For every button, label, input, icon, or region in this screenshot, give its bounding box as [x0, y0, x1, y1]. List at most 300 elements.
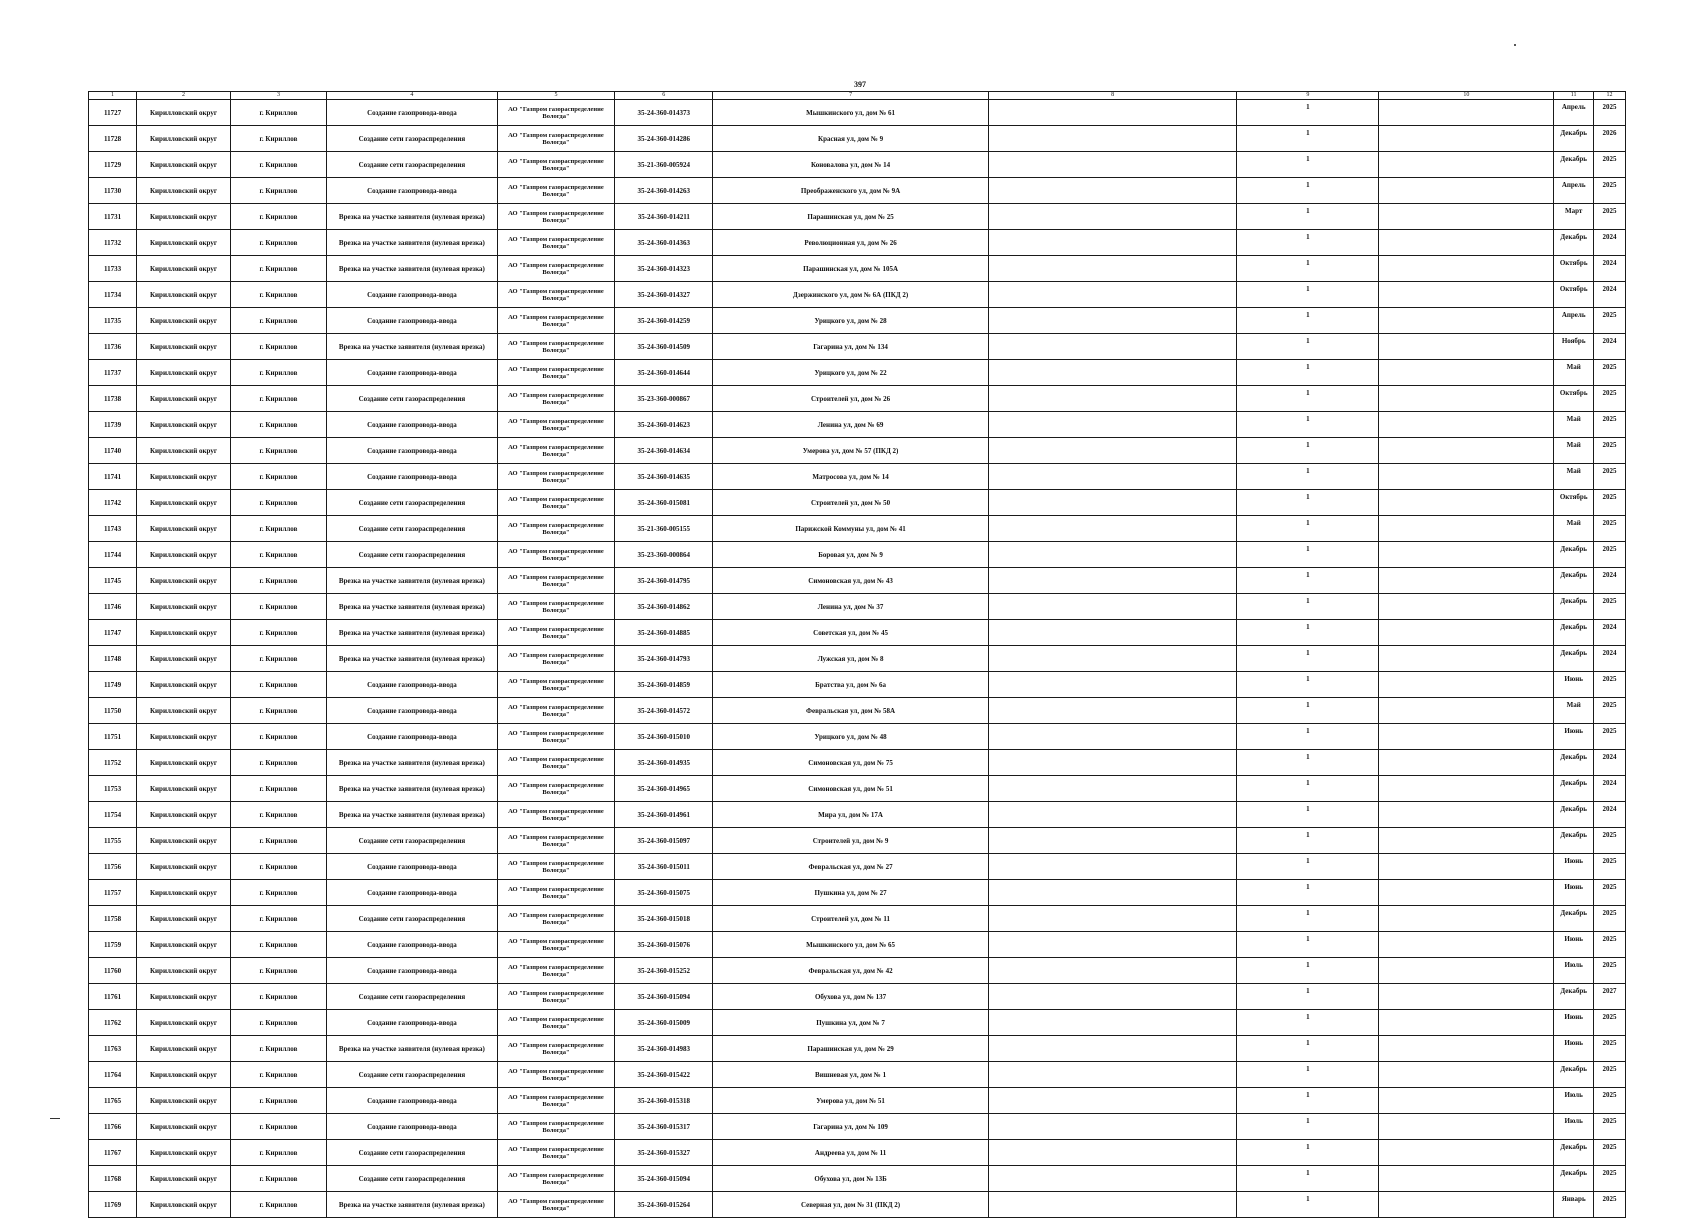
- district-cell: Кирилловский округ: [137, 698, 231, 724]
- column-10-cell: [1379, 490, 1554, 516]
- year-cell: 2024: [1593, 802, 1625, 828]
- work-type-cell: Создание сети газораспределения: [327, 386, 498, 412]
- month-cell: Декабрь: [1554, 802, 1593, 828]
- column-number: 10: [1379, 92, 1554, 100]
- column-8-cell: [988, 1114, 1237, 1140]
- year-cell: 2025: [1593, 438, 1625, 464]
- city-cell: г. Кириллов: [230, 334, 326, 360]
- count-cell: 1: [1237, 620, 1379, 646]
- column-10-cell: [1379, 620, 1554, 646]
- table-row: [89, 256, 1626, 282]
- work-type-cell: Создание газопровода-ввода: [327, 672, 498, 698]
- cadastral-number-cell: 35-24-360-015075: [615, 880, 713, 906]
- work-type-cell: Создание газопровода-ввода: [327, 464, 498, 490]
- address-cell: Февральская ул, дом № 58А: [713, 698, 988, 724]
- address-cell: Урицкого ул, дом № 22: [713, 360, 988, 386]
- organization-cell: АО "Газпром газораспределение Вологда": [497, 802, 614, 828]
- month-cell: Июль: [1554, 958, 1593, 984]
- month-cell: Май: [1554, 516, 1593, 542]
- organization-cell: АО "Газпром газораспределение Вологда": [497, 906, 614, 932]
- column-10-cell: [1379, 360, 1554, 386]
- cadastral-number-cell: 35-21-360-005155: [615, 516, 713, 542]
- city-cell: г. Кириллов: [230, 100, 326, 126]
- table-row: [89, 126, 1626, 152]
- work-type-cell: Создание газопровода-ввода: [327, 698, 498, 724]
- city-cell: г. Кириллов: [230, 464, 326, 490]
- year-cell: 2025: [1593, 958, 1625, 984]
- organization-cell: АО "Газпром газораспределение Вологда": [497, 412, 614, 438]
- city-cell: г. Кириллов: [230, 126, 326, 152]
- city-cell: г. Кириллов: [230, 490, 326, 516]
- work-type-cell: Создание газопровода-ввода: [327, 360, 498, 386]
- table-row: [89, 1088, 1626, 1114]
- month-cell: Октябрь: [1554, 386, 1593, 412]
- district-cell: Кирилловский округ: [137, 672, 231, 698]
- column-8-cell: [988, 1062, 1237, 1088]
- month-cell: Июнь: [1554, 932, 1593, 958]
- organization-cell: АО "Газпром газораспределение Вологда": [497, 126, 614, 152]
- count-cell: 1: [1237, 204, 1379, 230]
- row-number-cell: 11760: [89, 958, 137, 984]
- city-cell: г. Кириллов: [230, 1036, 326, 1062]
- organization-cell: АО "Газпром газораспределение Вологда": [497, 698, 614, 724]
- column-10-cell: [1379, 1140, 1554, 1166]
- column-10-cell: [1379, 776, 1554, 802]
- cadastral-number-cell: 35-24-360-014635: [615, 464, 713, 490]
- work-type-cell: Создание газопровода-ввода: [327, 282, 498, 308]
- city-cell: г. Кириллов: [230, 178, 326, 204]
- table-row: [89, 932, 1626, 958]
- cadastral-number-cell: 35-24-360-015264: [615, 1192, 713, 1218]
- work-type-cell: Врезка на участке заявителя (нулевая врезка): [327, 204, 498, 230]
- city-cell: г. Кириллов: [230, 698, 326, 724]
- column-8-cell: [988, 412, 1237, 438]
- cadastral-number-cell: 35-24-360-015094: [615, 1166, 713, 1192]
- column-number: 9: [1237, 92, 1379, 100]
- cadastral-number-cell: 35-24-360-015011: [615, 854, 713, 880]
- column-10-cell: [1379, 1192, 1554, 1218]
- district-cell: Кирилловский округ: [137, 542, 231, 568]
- work-type-cell: Врезка на участке заявителя (нулевая врезка): [327, 1192, 498, 1218]
- organization-cell: АО "Газпром газораспределение Вологда": [497, 880, 614, 906]
- address-cell: Строителей ул, дом № 26: [713, 386, 988, 412]
- column-8-cell: [988, 1036, 1237, 1062]
- year-cell: 2025: [1593, 932, 1625, 958]
- district-cell: Кирилловский округ: [137, 724, 231, 750]
- district-cell: Кирилловский округ: [137, 906, 231, 932]
- work-type-cell: Создание газопровода-ввода: [327, 438, 498, 464]
- month-cell: Май: [1554, 412, 1593, 438]
- cadastral-number-cell: 35-24-360-014259: [615, 308, 713, 334]
- row-number-cell: 11730: [89, 178, 137, 204]
- column-8-cell: [988, 152, 1237, 178]
- column-10-cell: [1379, 698, 1554, 724]
- month-cell: Январь: [1554, 1192, 1593, 1218]
- address-cell: Умерова ул, дом № 51: [713, 1088, 988, 1114]
- cadastral-number-cell: 35-24-360-014211: [615, 204, 713, 230]
- work-type-cell: Создание газопровода-ввода: [327, 308, 498, 334]
- month-cell: Декабрь: [1554, 126, 1593, 152]
- column-8-cell: [988, 256, 1237, 282]
- work-type-cell: Врезка на участке заявителя (нулевая врезка): [327, 646, 498, 672]
- address-cell: Революционная ул, дом № 26: [713, 230, 988, 256]
- row-number-cell: 11756: [89, 854, 137, 880]
- city-cell: г. Кириллов: [230, 256, 326, 282]
- cadastral-number-cell: 35-24-360-014885: [615, 620, 713, 646]
- table-body: [89, 92, 1626, 1218]
- organization-cell: АО "Газпром газораспределение Вологда": [497, 984, 614, 1010]
- work-type-cell: Создание газопровода-ввода: [327, 412, 498, 438]
- column-10-cell: [1379, 1062, 1554, 1088]
- city-cell: г. Кириллов: [230, 1192, 326, 1218]
- address-cell: Парашинская ул, дом № 25: [713, 204, 988, 230]
- year-cell: 2024: [1593, 230, 1625, 256]
- column-8-cell: [988, 542, 1237, 568]
- column-8-cell: [988, 1166, 1237, 1192]
- address-cell: Матросова ул, дом № 14: [713, 464, 988, 490]
- count-cell: 1: [1237, 1166, 1379, 1192]
- year-cell: 2025: [1593, 1166, 1625, 1192]
- year-cell: 2024: [1593, 646, 1625, 672]
- row-number-cell: 11769: [89, 1192, 137, 1218]
- city-cell: г. Кириллов: [230, 1140, 326, 1166]
- city-cell: г. Кириллов: [230, 958, 326, 984]
- row-number-cell: 11732: [89, 230, 137, 256]
- month-cell: Июль: [1554, 1114, 1593, 1140]
- table-row: [89, 568, 1626, 594]
- district-cell: Кирилловский округ: [137, 204, 231, 230]
- row-number-cell: 11765: [89, 1088, 137, 1114]
- count-cell: 1: [1237, 1114, 1379, 1140]
- table-row: [89, 802, 1626, 828]
- count-cell: 1: [1237, 178, 1379, 204]
- count-cell: 1: [1237, 308, 1379, 334]
- address-cell: Февральская ул, дом № 42: [713, 958, 988, 984]
- address-cell: Братства ул, дом № 6а: [713, 672, 988, 698]
- column-number: 5: [497, 92, 614, 100]
- work-type-cell: Врезка на участке заявителя (нулевая врезка): [327, 256, 498, 282]
- work-type-cell: Врезка на участке заявителя (нулевая врезка): [327, 334, 498, 360]
- address-cell: Обухова ул, дом № 13Б: [713, 1166, 988, 1192]
- work-type-cell: Врезка на участке заявителя (нулевая врезка): [327, 594, 498, 620]
- district-cell: Кирилловский округ: [137, 646, 231, 672]
- row-number-cell: 11748: [89, 646, 137, 672]
- cadastral-number-cell: 35-24-360-015327: [615, 1140, 713, 1166]
- district-cell: Кирилловский округ: [137, 750, 231, 776]
- table-row: [89, 984, 1626, 1010]
- count-cell: 1: [1237, 516, 1379, 542]
- table-row: [89, 230, 1626, 256]
- organization-cell: АО "Газпром газораспределение Вологда": [497, 204, 614, 230]
- row-number-cell: 11734: [89, 282, 137, 308]
- month-cell: Октябрь: [1554, 490, 1593, 516]
- year-cell: 2024: [1593, 256, 1625, 282]
- count-cell: 1: [1237, 542, 1379, 568]
- year-cell: 2025: [1593, 412, 1625, 438]
- count-cell: 1: [1237, 412, 1379, 438]
- organization-cell: АО "Газпром газораспределение Вологда": [497, 646, 614, 672]
- column-8-cell: [988, 1192, 1237, 1218]
- city-cell: г. Кириллов: [230, 932, 326, 958]
- cadastral-number-cell: 35-24-360-015097: [615, 828, 713, 854]
- work-type-cell: Врезка на участке заявителя (нулевая врезка): [327, 230, 498, 256]
- city-cell: г. Кириллов: [230, 412, 326, 438]
- cadastral-number-cell: 35-24-360-015076: [615, 932, 713, 958]
- month-cell: Декабрь: [1554, 568, 1593, 594]
- work-type-cell: Создание сети газораспределения: [327, 828, 498, 854]
- cadastral-number-cell: 35-24-360-014323: [615, 256, 713, 282]
- table-row: [89, 516, 1626, 542]
- cadastral-number-cell: 35-23-360-000867: [615, 386, 713, 412]
- work-type-cell: Создание газопровода-ввода: [327, 958, 498, 984]
- organization-cell: АО "Газпром газораспределение Вологда": [497, 1036, 614, 1062]
- month-cell: Апрель: [1554, 178, 1593, 204]
- month-cell: Март: [1554, 204, 1593, 230]
- district-cell: Кирилловский округ: [137, 412, 231, 438]
- table-row: [89, 360, 1626, 386]
- column-8-cell: [988, 984, 1237, 1010]
- organization-cell: АО "Газпром газораспределение Вологда": [497, 100, 614, 126]
- row-number-cell: 11743: [89, 516, 137, 542]
- city-cell: г. Кириллов: [230, 308, 326, 334]
- month-cell: Апрель: [1554, 100, 1593, 126]
- row-number-cell: 11736: [89, 334, 137, 360]
- month-cell: Декабрь: [1554, 984, 1593, 1010]
- city-cell: г. Кириллов: [230, 516, 326, 542]
- address-cell: Строителей ул, дом № 50: [713, 490, 988, 516]
- scan-speck: [1514, 44, 1516, 46]
- column-8-cell: [988, 672, 1237, 698]
- year-cell: 2025: [1593, 100, 1625, 126]
- work-type-cell: Создание газопровода-ввода: [327, 854, 498, 880]
- cadastral-number-cell: 35-24-360-014634: [615, 438, 713, 464]
- year-cell: 2025: [1593, 1088, 1625, 1114]
- row-number-cell: 11735: [89, 308, 137, 334]
- city-cell: г. Кириллов: [230, 1114, 326, 1140]
- work-type-cell: Создание сети газораспределения: [327, 1062, 498, 1088]
- month-cell: Декабрь: [1554, 1166, 1593, 1192]
- city-cell: г. Кириллов: [230, 984, 326, 1010]
- organization-cell: АО "Газпром газораспределение Вологда": [497, 1140, 614, 1166]
- column-10-cell: [1379, 542, 1554, 568]
- district-cell: Кирилловский округ: [137, 1036, 231, 1062]
- address-cell: Северная ул, дом № 31 (ПКД 2): [713, 1192, 988, 1218]
- column-10-cell: [1379, 412, 1554, 438]
- address-cell: Вишневая ул, дом № 1: [713, 1062, 988, 1088]
- district-cell: Кирилловский округ: [137, 126, 231, 152]
- column-10-cell: [1379, 1010, 1554, 1036]
- column-8-cell: [988, 308, 1237, 334]
- address-cell: Урицкого ул, дом № 48: [713, 724, 988, 750]
- district-cell: Кирилловский округ: [137, 1192, 231, 1218]
- cadastral-number-cell: 35-24-360-014286: [615, 126, 713, 152]
- city-cell: г. Кириллов: [230, 152, 326, 178]
- work-type-cell: Создание газопровода-ввода: [327, 1010, 498, 1036]
- row-number-cell: 11754: [89, 802, 137, 828]
- cadastral-number-cell: 35-24-360-014935: [615, 750, 713, 776]
- year-cell: 2025: [1593, 1010, 1625, 1036]
- district-cell: Кирилловский округ: [137, 308, 231, 334]
- year-cell: 2025: [1593, 490, 1625, 516]
- year-cell: 2025: [1593, 698, 1625, 724]
- column-8-cell: [988, 880, 1237, 906]
- district-cell: Кирилловский округ: [137, 1062, 231, 1088]
- organization-cell: АО "Газпром газораспределение Вологда": [497, 464, 614, 490]
- count-cell: 1: [1237, 750, 1379, 776]
- table-row: [89, 672, 1626, 698]
- column-8-cell: [988, 178, 1237, 204]
- column-10-cell: [1379, 1114, 1554, 1140]
- work-type-cell: Создание газопровода-ввода: [327, 1088, 498, 1114]
- table-row: [89, 1166, 1626, 1192]
- table-row: [89, 1010, 1626, 1036]
- column-8-cell: [988, 620, 1237, 646]
- address-cell: Парижской Коммуны ул, дом № 41: [713, 516, 988, 542]
- column-8-cell: [988, 906, 1237, 932]
- table-row: [89, 490, 1626, 516]
- table-row: [89, 854, 1626, 880]
- city-cell: г. Кириллов: [230, 1088, 326, 1114]
- city-cell: г. Кириллов: [230, 1062, 326, 1088]
- column-8-cell: [988, 100, 1237, 126]
- year-cell: 2025: [1593, 672, 1625, 698]
- work-type-cell: Врезка на участке заявителя (нулевая врезка): [327, 750, 498, 776]
- district-cell: Кирилловский округ: [137, 230, 231, 256]
- table-row: [89, 698, 1626, 724]
- month-cell: Октябрь: [1554, 256, 1593, 282]
- address-cell: Обухова ул, дом № 137: [713, 984, 988, 1010]
- city-cell: г. Кириллов: [230, 568, 326, 594]
- cadastral-number-cell: 35-24-360-014327: [615, 282, 713, 308]
- row-number-cell: 11729: [89, 152, 137, 178]
- column-8-cell: [988, 490, 1237, 516]
- address-cell: Симоновская ул, дом № 75: [713, 750, 988, 776]
- year-cell: 2024: [1593, 568, 1625, 594]
- district-cell: Кирилловский округ: [137, 984, 231, 1010]
- district-cell: Кирилловский округ: [137, 1010, 231, 1036]
- table-row: [89, 542, 1626, 568]
- district-cell: Кирилловский округ: [137, 594, 231, 620]
- work-type-cell: Врезка на участке заявителя (нулевая врезка): [327, 776, 498, 802]
- organization-cell: АО "Газпром газораспределение Вологда": [497, 854, 614, 880]
- organization-cell: АО "Газпром газораспределение Вологда": [497, 620, 614, 646]
- work-type-cell: Врезка на участке заявителя (нулевая врезка): [327, 802, 498, 828]
- count-cell: 1: [1237, 958, 1379, 984]
- address-cell: Лужская ул, дом № 8: [713, 646, 988, 672]
- city-cell: г. Кириллов: [230, 620, 326, 646]
- cadastral-number-cell: 35-24-360-014572: [615, 698, 713, 724]
- city-cell: г. Кириллов: [230, 282, 326, 308]
- work-type-cell: Создание сети газораспределения: [327, 984, 498, 1010]
- month-cell: Декабрь: [1554, 152, 1593, 178]
- city-cell: г. Кириллов: [230, 360, 326, 386]
- address-cell: Советская ул, дом № 45: [713, 620, 988, 646]
- column-8-cell: [988, 360, 1237, 386]
- organization-cell: АО "Газпром газораспределение Вологда": [497, 932, 614, 958]
- table-row: [89, 412, 1626, 438]
- cadastral-number-cell: 35-24-360-015422: [615, 1062, 713, 1088]
- table-row: [89, 646, 1626, 672]
- row-number-cell: 11751: [89, 724, 137, 750]
- year-cell: 2025: [1593, 1062, 1625, 1088]
- organization-cell: АО "Газпром газораспределение Вологда": [497, 594, 614, 620]
- district-cell: Кирилловский округ: [137, 1140, 231, 1166]
- table-row: [89, 776, 1626, 802]
- month-cell: Июль: [1554, 1088, 1593, 1114]
- organization-cell: АО "Газпром газораспределение Вологда": [497, 386, 614, 412]
- organization-cell: АО "Газпром газораспределение Вологда": [497, 282, 614, 308]
- month-cell: Май: [1554, 438, 1593, 464]
- count-cell: 1: [1237, 1140, 1379, 1166]
- count-cell: 1: [1237, 672, 1379, 698]
- count-cell: 1: [1237, 1062, 1379, 1088]
- margin-mark: [50, 1118, 60, 1119]
- column-8-cell: [988, 204, 1237, 230]
- cadastral-number-cell: 35-24-360-015009: [615, 1010, 713, 1036]
- column-8-cell: [988, 854, 1237, 880]
- month-cell: Декабрь: [1554, 1062, 1593, 1088]
- column-10-cell: [1379, 828, 1554, 854]
- table-row: [89, 1036, 1626, 1062]
- district-cell: Кирилловский округ: [137, 880, 231, 906]
- column-10-cell: [1379, 880, 1554, 906]
- organization-cell: АО "Газпром газораспределение Вологда": [497, 256, 614, 282]
- count-cell: 1: [1237, 386, 1379, 412]
- count-cell: 1: [1237, 282, 1379, 308]
- cadastral-number-cell: 35-24-360-014793: [615, 646, 713, 672]
- year-cell: 2025: [1593, 1140, 1625, 1166]
- district-cell: Кирилловский округ: [137, 802, 231, 828]
- count-cell: 1: [1237, 256, 1379, 282]
- cadastral-number-cell: 35-24-360-014859: [615, 672, 713, 698]
- column-number: 8: [988, 92, 1237, 100]
- district-cell: Кирилловский округ: [137, 464, 231, 490]
- work-type-cell: Создание газопровода-ввода: [327, 100, 498, 126]
- city-cell: г. Кириллов: [230, 724, 326, 750]
- district-cell: Кирилловский округ: [137, 334, 231, 360]
- year-cell: 2024: [1593, 334, 1625, 360]
- month-cell: Декабрь: [1554, 1140, 1593, 1166]
- row-number-cell: 11731: [89, 204, 137, 230]
- organization-cell: АО "Газпром газораспределение Вологда": [497, 1166, 614, 1192]
- table-row: [89, 828, 1626, 854]
- organization-cell: АО "Газпром газораспределение Вологда": [497, 516, 614, 542]
- organization-cell: АО "Газпром газораспределение Вологда": [497, 750, 614, 776]
- column-10-cell: [1379, 906, 1554, 932]
- cadastral-number-cell: 35-24-360-015018: [615, 906, 713, 932]
- row-number-cell: 11759: [89, 932, 137, 958]
- year-cell: 2025: [1593, 1114, 1625, 1140]
- month-cell: Декабрь: [1554, 542, 1593, 568]
- city-cell: г. Кириллов: [230, 776, 326, 802]
- year-cell: 2025: [1593, 360, 1625, 386]
- address-cell: Мира ул, дом № 17А: [713, 802, 988, 828]
- year-cell: 2025: [1593, 516, 1625, 542]
- table-row: [89, 308, 1626, 334]
- row-number-cell: 11728: [89, 126, 137, 152]
- year-cell: 2025: [1593, 724, 1625, 750]
- row-number-cell: 11764: [89, 1062, 137, 1088]
- address-cell: Пушкина ул, дом № 27: [713, 880, 988, 906]
- organization-cell: АО "Газпром газораспределение Вологда": [497, 230, 614, 256]
- cadastral-number-cell: 35-24-360-014373: [615, 100, 713, 126]
- organization-cell: АО "Газпром газораспределение Вологда": [497, 1114, 614, 1140]
- organization-cell: АО "Газпром газораспределение Вологда": [497, 308, 614, 334]
- year-cell: 2025: [1593, 1036, 1625, 1062]
- address-cell: Ленина ул, дом № 37: [713, 594, 988, 620]
- year-cell: 2025: [1593, 828, 1625, 854]
- organization-cell: АО "Газпром газораспределение Вологда": [497, 568, 614, 594]
